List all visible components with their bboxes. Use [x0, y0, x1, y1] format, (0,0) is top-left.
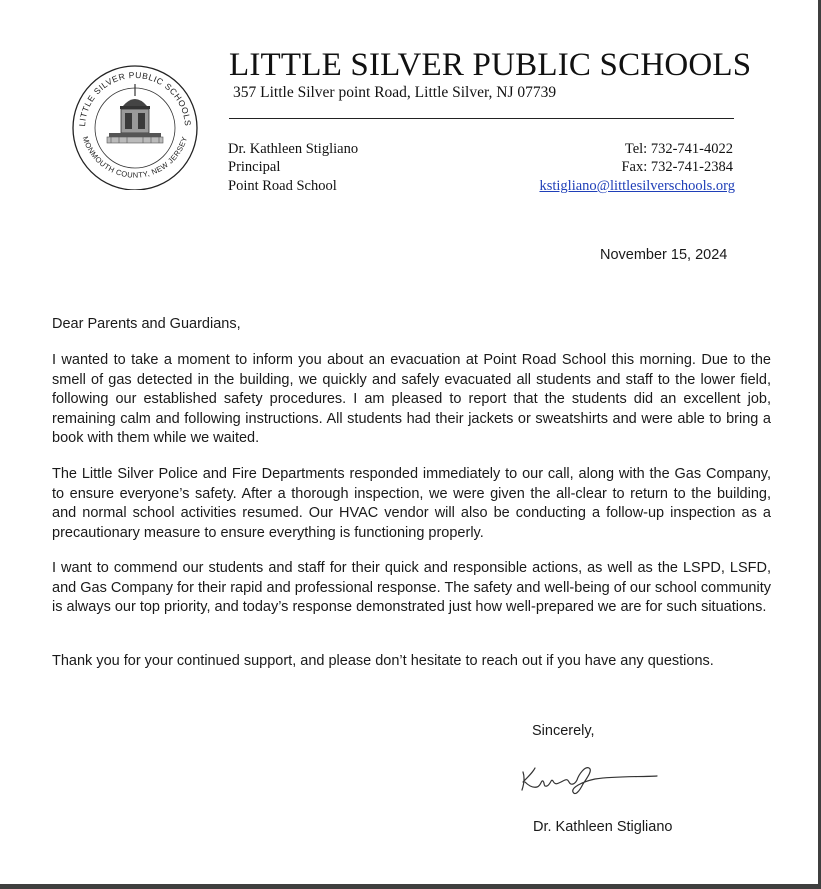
signer-name: Dr. Kathleen Stigliano — [533, 819, 673, 835]
body-paragraph-3: I want to commend our students and staff for their quick and responsible actions, as well as the LSPD, LSFD, and Gas Company for their rapid and professional response. The safety and well-being of our school community is always our top priority, and today’s response demonstrated just how well-prepared we are for such situations. — [52, 560, 771, 615]
sender-name: Dr. Kathleen Stigliano — [228, 141, 359, 157]
letter-date: November 15, 2024 — [600, 247, 728, 263]
school-name: LITTLE SILVER PUBLIC SCHOOLS — [229, 47, 752, 83]
body-paragraph-1: I wanted to take a moment to inform you about an evacuation at Point Road School this morning. Due to the smell of gas detected in the building, we quickly and safely evacuated all students and staff to the lower field, following our established safety procedures. I am pleased to report that the students did an excellent job, remaining calm and following instructions. All students had their jackets or sweatshirts and were able to bring a book with them while we waited. — [52, 352, 771, 446]
body-paragraph-4: Thank you for your continued support, and please don’t hesitate to reach out if you have any questions. — [52, 653, 714, 669]
letterhead-divider — [229, 118, 734, 119]
sender-school: Point Road School — [228, 178, 337, 194]
school-seal-logo — [63, 62, 207, 190]
body-paragraph-2: The Little Silver Police and Fire Departments responded immediately to our call, along with the Gas Company, to ensure everyone’s safety. After a thorough inspection, we were given the all-clear to return to the building, and normal school activities resumed. Our HVAC vendor will also be conducting a follow-up inspection as a precautionary measure to ensure everything is functioning properly. — [52, 466, 771, 541]
svg-text:LITTLE SILVER PUBLIC SCHOOLS: LITTLE SILVER PUBLIC SCHOOLS — [76, 69, 194, 127]
school-address: 357 Little Silver point Road, Little Silver, NJ 07739 — [233, 84, 557, 101]
handwritten-signature — [515, 760, 665, 800]
closing: Sincerely, — [532, 723, 595, 739]
svg-text:MONMOUTH COUNTY, NEW JERSEY: MONMOUTH COUNTY, NEW JERSEY — [80, 135, 190, 180]
salutation: Dear Parents and Guardians, — [52, 316, 241, 332]
tel-number: Tel: 732-741-4022 — [624, 141, 733, 157]
fax-number: Fax: 732-741-2384 — [621, 159, 733, 175]
email-link[interactable]: kstigliano@littlesilverschools.org — [539, 178, 735, 194]
sender-title: Principal — [228, 159, 281, 175]
